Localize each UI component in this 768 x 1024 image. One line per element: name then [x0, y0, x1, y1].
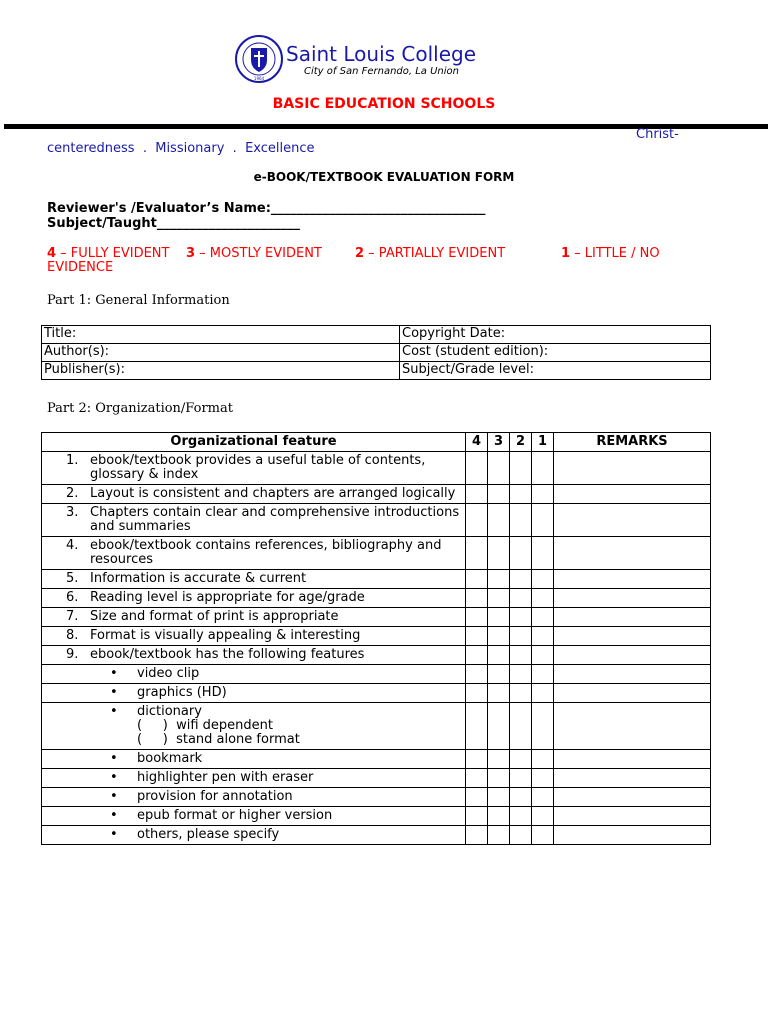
score-4-cell[interactable]: [466, 703, 488, 750]
score-3-cell[interactable]: [488, 788, 510, 807]
score-3-cell[interactable]: [488, 608, 510, 627]
score-3-cell[interactable]: [488, 589, 510, 608]
item-number: 9.: [66, 647, 79, 662]
table-header-row: [42, 433, 711, 452]
score-2-cell[interactable]: [510, 589, 532, 608]
score-2-header: 2: [510, 433, 532, 452]
part2-heading: Part 2: Organization/Format: [47, 401, 233, 416]
score-4-cell[interactable]: [466, 589, 488, 608]
scale-item-4: 4 – FULLY EVIDENT: [47, 246, 170, 261]
subitem-option: ( ) wifi dependent: [137, 718, 273, 733]
item-text-line: resources: [90, 552, 154, 567]
score-1-cell[interactable]: [532, 627, 554, 646]
feature-cell: [42, 627, 466, 646]
score-3-cell[interactable]: [488, 769, 510, 788]
remarks-cell[interactable]: [554, 769, 711, 788]
remarks-cell[interactable]: [554, 807, 711, 826]
score-2-cell[interactable]: [510, 807, 532, 826]
item-number: 1.: [66, 453, 79, 468]
remarks-cell[interactable]: [554, 570, 711, 589]
remarks-cell[interactable]: [554, 452, 711, 485]
item-text-line: ebook/textbook provides a useful table of contents,: [90, 453, 426, 468]
feature-cell: [42, 589, 466, 608]
motto-line-2: centeredness . Missionary . Excellence: [47, 141, 315, 156]
score-1-cell[interactable]: [532, 826, 554, 845]
organization-format-table: [41, 432, 711, 845]
table-row: [42, 627, 711, 646]
table-row: [42, 452, 711, 485]
score-4-header: 4: [466, 433, 488, 452]
feature-column-header: Organizational feature: [42, 433, 466, 452]
item-text-line: Chapters contain clear and comprehensive introductions: [90, 505, 460, 520]
score-3-cell[interactable]: [488, 537, 510, 570]
svg-text:1964: 1964: [253, 76, 265, 81]
remarks-cell[interactable]: [554, 788, 711, 807]
table-row: [42, 362, 711, 380]
subject-taught-field: Subject/Taught______________________: [47, 216, 300, 231]
feature-item: [42, 627, 465, 645]
score-2-cell[interactable]: [510, 608, 532, 627]
remarks-cell[interactable]: [554, 537, 711, 570]
score-4-cell[interactable]: [466, 665, 488, 684]
scale-item-1-wrap: EVIDENCE: [47, 260, 114, 275]
remarks-cell[interactable]: [554, 627, 711, 646]
item-text-line: Size and format of print is appropriate: [90, 609, 339, 624]
feature-subitem: [42, 788, 465, 806]
score-4-cell[interactable]: [466, 826, 488, 845]
table-row: [42, 537, 711, 570]
table-row: [42, 326, 711, 344]
table-row: [42, 608, 711, 627]
item-number: 8.: [66, 628, 79, 643]
score-3-cell[interactable]: [488, 665, 510, 684]
score-4-cell[interactable]: [466, 684, 488, 703]
subitem-label: others, please specify: [137, 827, 280, 842]
table-row: [42, 504, 711, 537]
score-2-cell[interactable]: [510, 452, 532, 485]
subitem-label: video clip: [137, 666, 200, 681]
score-3-cell[interactable]: [488, 826, 510, 845]
remarks-cell[interactable]: [554, 826, 711, 845]
score-1-cell[interactable]: [532, 589, 554, 608]
item-text-line: ebook/textbook contains references, bibliography and: [90, 538, 442, 553]
subitem-label: provision for annotation: [137, 789, 293, 804]
feature-item: [42, 485, 465, 503]
score-1-cell[interactable]: [532, 750, 554, 769]
table-row: [42, 665, 711, 684]
feature-subitem: [42, 684, 465, 702]
bullet-icon: •: [110, 751, 118, 766]
item-text-line: glossary & index: [90, 467, 199, 482]
feature-cell: [42, 703, 466, 750]
score-4-cell[interactable]: [466, 788, 488, 807]
college-seal-logo: [232, 34, 286, 84]
subitem-label: dictionary: [137, 704, 202, 719]
feature-rows: [42, 452, 711, 845]
item-number: 3.: [66, 505, 79, 520]
item-text-line: Reading level is appropriate for age/grade: [90, 590, 365, 605]
table-row: [42, 703, 711, 750]
remarks-cell[interactable]: [554, 504, 711, 537]
feature-item: [42, 570, 465, 588]
bullet-icon: •: [110, 704, 118, 719]
score-2-cell[interactable]: [510, 684, 532, 703]
score-3-cell[interactable]: [488, 570, 510, 589]
table-row: [42, 826, 711, 845]
publishers-cell[interactable]: Publisher(s):: [42, 362, 400, 380]
table-row: [42, 589, 711, 608]
score-3-cell[interactable]: [488, 646, 510, 665]
part1-heading: Part 1: General Information: [47, 293, 230, 308]
school-heading: BASIC EDUCATION SCHOOLS: [272, 96, 496, 112]
remarks-cell[interactable]: [554, 646, 711, 665]
score-2-cell[interactable]: [510, 826, 532, 845]
college-address: City of San Fernando, La Union: [304, 66, 459, 77]
bullet-icon: •: [110, 685, 118, 700]
scale-item-3: 3 – MOSTLY EVIDENT: [186, 246, 322, 261]
remarks-cell[interactable]: [554, 665, 711, 684]
score-3-cell[interactable]: [488, 627, 510, 646]
remarks-cell[interactable]: [554, 608, 711, 627]
score-3-cell[interactable]: [488, 703, 510, 750]
score-3-cell[interactable]: [488, 504, 510, 537]
feature-cell: [42, 608, 466, 627]
feature-item: [42, 452, 465, 484]
score-1-cell[interactable]: [532, 665, 554, 684]
item-number: 2.: [66, 486, 79, 501]
bullet-icon: •: [110, 808, 118, 823]
remarks-cell[interactable]: [554, 750, 711, 769]
score-1-cell[interactable]: [532, 452, 554, 485]
score-4-cell[interactable]: [466, 627, 488, 646]
table-row: [42, 570, 711, 589]
score-2-cell[interactable]: [510, 750, 532, 769]
item-text-line: ebook/textbook has the following features: [90, 647, 365, 662]
score-1-cell[interactable]: [532, 537, 554, 570]
score-4-cell[interactable]: [466, 504, 488, 537]
item-number: 7.: [66, 609, 79, 624]
score-2-cell[interactable]: [510, 769, 532, 788]
feature-cell: [42, 788, 466, 807]
college-name: Saint Louis College: [286, 42, 477, 66]
feature-item: [42, 646, 465, 664]
item-number: 5.: [66, 571, 79, 586]
bullet-icon: •: [110, 827, 118, 842]
score-2-cell[interactable]: [510, 665, 532, 684]
table-row: [42, 684, 711, 703]
score-1-cell[interactable]: [532, 703, 554, 750]
item-number: 6.: [66, 590, 79, 605]
feature-subitem: [42, 807, 465, 825]
score-3-cell[interactable]: [488, 750, 510, 769]
feature-cell: [42, 537, 466, 570]
feature-item: [42, 504, 465, 536]
item-number: 4.: [66, 538, 79, 553]
feature-cell: [42, 504, 466, 537]
copyright-date-cell[interactable]: Copyright Date:: [400, 326, 711, 344]
score-1-cell[interactable]: [532, 788, 554, 807]
score-4-cell[interactable]: [466, 485, 488, 504]
score-4-cell[interactable]: [466, 769, 488, 788]
scale-item-2: 2 – PARTIALLY EVIDENT: [355, 246, 506, 261]
score-3-cell[interactable]: [488, 452, 510, 485]
reviewer-name-field: Reviewer's /Evaluator’s Name:_________________________________: [47, 201, 486, 216]
score-3-header: 3: [488, 433, 510, 452]
feature-cell: [42, 807, 466, 826]
motto-line-1: Christ-: [636, 127, 679, 142]
score-2-cell[interactable]: [510, 703, 532, 750]
score-3-cell[interactable]: [488, 485, 510, 504]
remarks-cell[interactable]: [554, 485, 711, 504]
feature-subitem: [42, 703, 465, 749]
bullet-icon: •: [110, 789, 118, 804]
remarks-cell[interactable]: [554, 589, 711, 608]
table-row: [42, 344, 711, 362]
score-2-cell[interactable]: [510, 788, 532, 807]
score-1-cell[interactable]: [532, 684, 554, 703]
score-3-cell[interactable]: [488, 684, 510, 703]
score-1-header: 1: [532, 433, 554, 452]
remarks-column-header: REMARKS: [554, 433, 711, 452]
feature-subitem: [42, 826, 465, 844]
feature-subitem: [42, 750, 465, 768]
feature-cell: [42, 750, 466, 769]
feature-subitem: [42, 665, 465, 683]
score-2-cell[interactable]: [510, 646, 532, 665]
feature-cell: [42, 684, 466, 703]
feature-cell: [42, 452, 466, 485]
score-2-cell[interactable]: [510, 485, 532, 504]
general-info-table: [41, 325, 711, 380]
score-4-cell[interactable]: [466, 750, 488, 769]
feature-cell: [42, 485, 466, 504]
feature-cell: [42, 826, 466, 845]
table-row: [42, 769, 711, 788]
score-2-cell[interactable]: [510, 537, 532, 570]
score-4-cell[interactable]: [466, 608, 488, 627]
subject-grade-cell[interactable]: Subject/Grade level:: [400, 362, 711, 380]
table-row: [42, 646, 711, 665]
table-row: [42, 788, 711, 807]
score-4-cell[interactable]: [466, 807, 488, 826]
subitem-label: graphics (HD): [137, 685, 227, 700]
item-text-line: Format is visually appealing & interesting: [90, 628, 361, 643]
feature-cell: [42, 769, 466, 788]
table-row: [42, 750, 711, 769]
score-1-cell[interactable]: [532, 807, 554, 826]
score-2-cell[interactable]: [510, 504, 532, 537]
feature-cell: [42, 646, 466, 665]
score-4-cell[interactable]: [466, 537, 488, 570]
subitem-label: epub format or higher version: [137, 808, 333, 823]
remarks-cell[interactable]: [554, 703, 711, 750]
feature-cell: [42, 570, 466, 589]
feature-item: [42, 537, 465, 569]
subitem-option: ( ) stand alone format: [137, 732, 300, 747]
item-text-line: Information is accurate & current: [90, 571, 307, 586]
remarks-cell[interactable]: [554, 684, 711, 703]
bullet-icon: •: [110, 770, 118, 785]
score-2-cell[interactable]: [510, 570, 532, 589]
scale-item-1: 1 – LITTLE / NO: [561, 246, 660, 261]
table-row: [42, 807, 711, 826]
score-1-cell[interactable]: [532, 504, 554, 537]
score-1-cell[interactable]: [532, 769, 554, 788]
score-4-cell[interactable]: [466, 452, 488, 485]
score-1-cell[interactable]: [532, 646, 554, 665]
bullet-icon: •: [110, 666, 118, 681]
score-3-cell[interactable]: [488, 807, 510, 826]
score-1-cell[interactable]: [532, 570, 554, 589]
feature-item: [42, 589, 465, 607]
authors-cell[interactable]: Author(s):: [42, 344, 400, 362]
score-4-cell[interactable]: [466, 646, 488, 665]
form-title: e-BOOK/TEXTBOOK EVALUATION FORM: [253, 170, 515, 184]
score-1-cell[interactable]: [532, 608, 554, 627]
feature-item: [42, 608, 465, 626]
item-text-line: and summaries: [90, 519, 191, 534]
subitem-label: highlighter pen with eraser: [137, 770, 314, 785]
score-4-cell[interactable]: [466, 570, 488, 589]
item-text-line: Layout is consistent and chapters are arranged logically: [90, 486, 456, 501]
table-row: [42, 485, 711, 504]
cost-cell[interactable]: Cost (student edition):: [400, 344, 711, 362]
title-cell[interactable]: Title:: [42, 326, 400, 344]
score-1-cell[interactable]: [532, 485, 554, 504]
feature-cell: [42, 665, 466, 684]
score-2-cell[interactable]: [510, 627, 532, 646]
feature-subitem: [42, 769, 465, 787]
subitem-label: bookmark: [137, 751, 203, 766]
